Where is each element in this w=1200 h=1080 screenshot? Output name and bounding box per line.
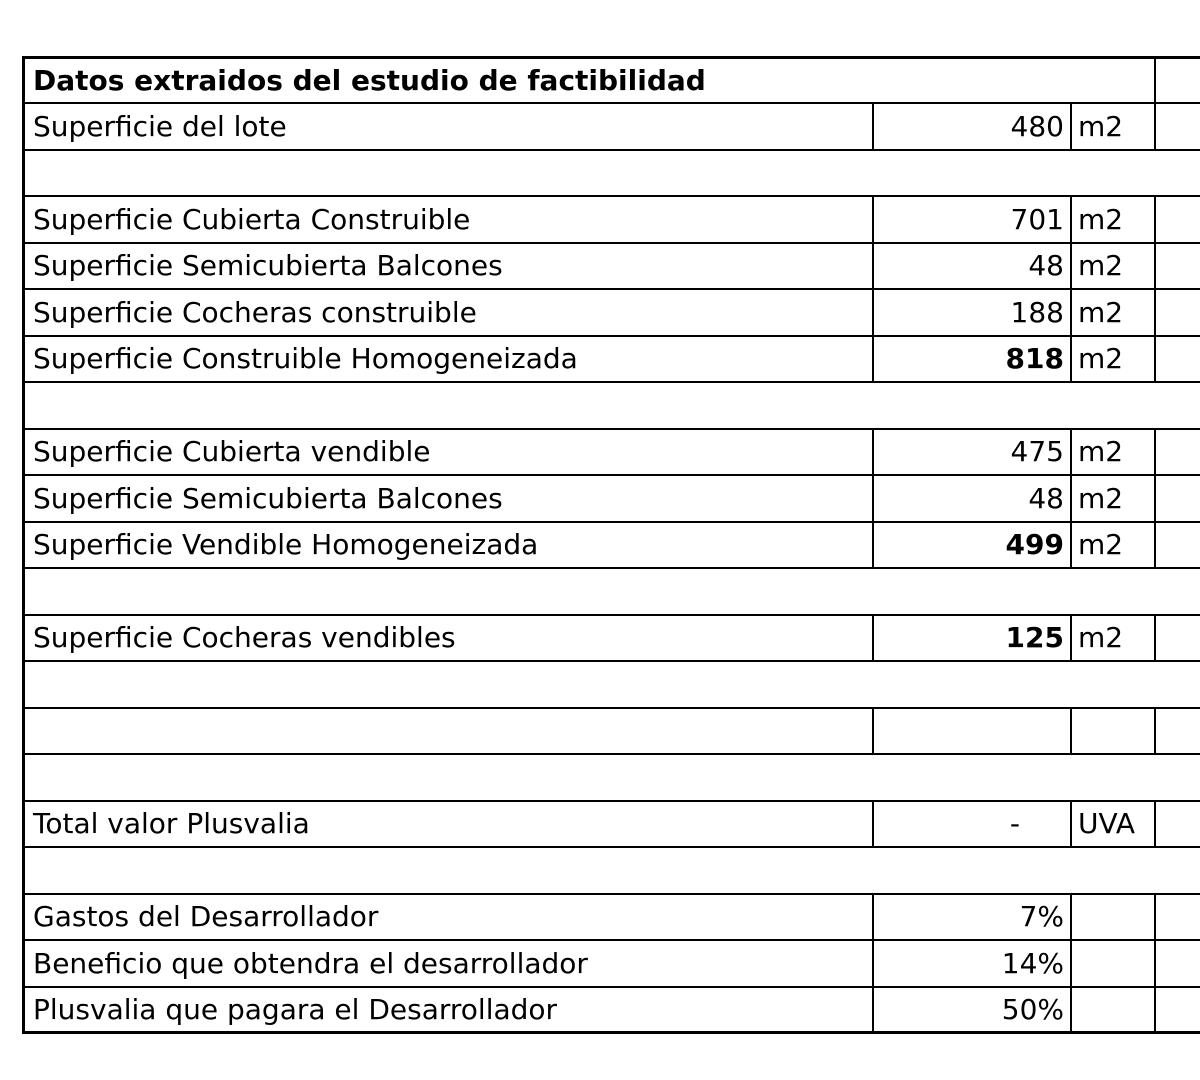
empty-cell[interactable] — [22, 755, 1200, 800]
extra-cell[interactable] — [1154, 59, 1200, 102]
row-label-cell[interactable]: Superficie Cocheras construible — [22, 290, 872, 335]
table-row — [22, 197, 1200, 244]
extra-cell[interactable] — [1154, 941, 1200, 986]
extra-cell[interactable] — [1154, 523, 1200, 568]
row-label-cell[interactable]: Superficie Vendible Homogeneizada — [22, 523, 872, 568]
table-row — [22, 337, 1200, 384]
row-unit-cell[interactable] — [1070, 895, 1154, 940]
row-unit-cell[interactable]: m2 — [1070, 337, 1154, 382]
table-row — [22, 430, 1200, 477]
row-unit-cell[interactable]: UVA — [1070, 802, 1154, 847]
extra-cell[interactable] — [1154, 476, 1200, 521]
row-label-cell[interactable]: Superficie del lote — [22, 104, 872, 149]
row-value-cell[interactable]: 7% — [872, 895, 1070, 940]
row-value-cell[interactable]: 818 — [872, 337, 1070, 382]
table-row — [22, 941, 1200, 988]
table-row — [22, 104, 1200, 151]
row-unit-cell[interactable]: m2 — [1070, 476, 1154, 521]
spacer-row — [22, 569, 1200, 616]
row-label-cell[interactable]: Beneficio que obtendra el desarrollador — [22, 941, 872, 986]
table-row — [22, 476, 1200, 523]
table-row — [22, 616, 1200, 663]
row-unit-cell[interactable]: m2 — [1070, 197, 1154, 242]
row-unit-cell[interactable]: m2 — [1070, 290, 1154, 335]
row-value-cell[interactable]: 475 — [872, 430, 1070, 475]
extra-cell[interactable] — [1154, 337, 1200, 382]
row-value-cell[interactable]: 48 — [872, 476, 1070, 521]
row-label-cell[interactable]: Superficie Semicubierta Balcones — [22, 244, 872, 289]
row-label-cell[interactable]: Superficie Construible Homogeneizada — [22, 337, 872, 382]
row-value-cell[interactable] — [872, 709, 1070, 754]
table-row — [22, 290, 1200, 337]
row-label-cell[interactable]: Superficie Semicubierta Balcones — [22, 476, 872, 521]
empty-cell[interactable] — [22, 662, 1200, 707]
extra-cell[interactable] — [1154, 616, 1200, 661]
table-row — [22, 709, 1200, 756]
row-value-cell[interactable]: 480 — [872, 104, 1070, 149]
spacer-row — [22, 151, 1200, 198]
row-label-cell[interactable]: Superficie Cocheras vendibles — [22, 616, 872, 661]
row-value-cell[interactable]: 188 — [872, 290, 1070, 335]
extra-cell[interactable] — [1154, 430, 1200, 475]
extra-cell[interactable] — [1154, 290, 1200, 335]
title-row — [22, 56, 1200, 104]
table-title[interactable]: Datos extraidos del estudio de factibilidad — [22, 59, 1154, 102]
empty-cell[interactable] — [22, 569, 1200, 614]
table-row — [22, 895, 1200, 942]
spacer-row — [22, 848, 1200, 895]
row-value-cell[interactable]: 14% — [872, 941, 1070, 986]
row-unit-cell[interactable] — [1070, 709, 1154, 754]
row-unit-cell[interactable]: m2 — [1070, 430, 1154, 475]
extra-cell[interactable] — [1154, 895, 1200, 940]
row-value-cell[interactable]: 48 — [872, 244, 1070, 289]
extra-cell[interactable] — [1154, 244, 1200, 289]
row-value-cell[interactable]: 125 — [872, 616, 1070, 661]
extra-cell[interactable] — [1154, 709, 1200, 754]
row-label-cell[interactable]: Plusvalia que pagara el Desarrollador — [22, 988, 872, 1032]
row-unit-cell[interactable]: m2 — [1070, 523, 1154, 568]
empty-cell[interactable] — [22, 383, 1200, 428]
spacer-row — [22, 383, 1200, 430]
empty-cell[interactable] — [22, 848, 1200, 893]
row-label-cell[interactable]: Superficie Cubierta vendible — [22, 430, 872, 475]
extra-cell[interactable] — [1154, 802, 1200, 847]
row-label-cell[interactable]: Superficie Cubierta Construible — [22, 197, 872, 242]
row-unit-cell[interactable] — [1070, 941, 1154, 986]
table-row — [22, 244, 1200, 291]
table-row — [22, 523, 1200, 570]
row-unit-cell[interactable] — [1070, 988, 1154, 1032]
row-label-cell[interactable]: Total valor Plusvalia — [22, 802, 872, 847]
spacer-row — [22, 755, 1200, 802]
empty-cell[interactable] — [22, 151, 1200, 196]
row-unit-cell[interactable]: m2 — [1070, 244, 1154, 289]
row-value-cell[interactable]: 50% — [872, 988, 1070, 1032]
extra-cell[interactable] — [1154, 197, 1200, 242]
extra-cell[interactable] — [1154, 988, 1200, 1032]
row-value-cell[interactable]: 499 — [872, 523, 1070, 568]
row-label-cell[interactable]: Gastos del Desarrollador — [22, 895, 872, 940]
row-unit-cell[interactable]: m2 — [1070, 616, 1154, 661]
table-row — [22, 802, 1200, 849]
extra-cell[interactable] — [1154, 104, 1200, 149]
row-value-cell[interactable]: - — [872, 802, 1070, 847]
row-value-cell[interactable]: 701 — [872, 197, 1070, 242]
spacer-row — [22, 662, 1200, 709]
spreadsheet-table — [22, 56, 1200, 1034]
table-row — [22, 988, 1200, 1035]
row-label-cell[interactable] — [22, 709, 872, 754]
row-unit-cell[interactable]: m2 — [1070, 104, 1154, 149]
